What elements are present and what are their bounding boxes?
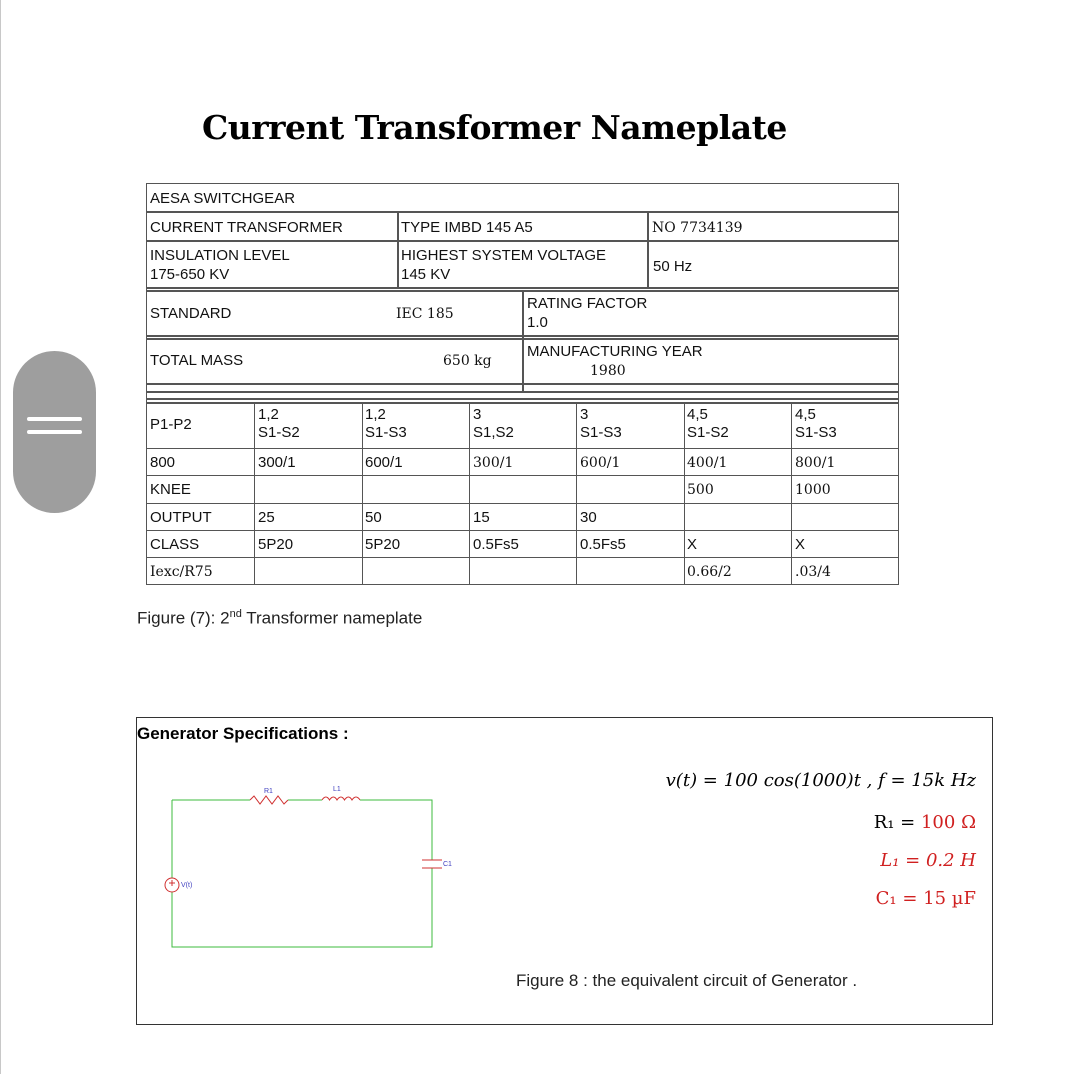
year-value: 1980 [590,363,626,379]
table-cell: 3 S1,S2 [473,406,514,441]
nameplate-table [146,183,899,585]
resistance-spec: R₁ = 100 Ω [873,812,976,833]
table-line [397,211,399,287]
table-cell: 1,2 S1-S3 [365,406,407,441]
table-cell: .03/4 [795,564,831,580]
row-label: Iexc/R75 [150,564,213,580]
page-edge [0,0,1,1074]
table-line [147,448,898,449]
table-cell: 0.5Fs5 [473,536,519,553]
table-cell: 0.5Fs5 [580,536,626,553]
resistor-r1 [250,796,288,804]
circuit-diagram [150,780,450,955]
table-cell: 3 S1-S3 [580,406,622,441]
mass-label: TOTAL MASS [150,352,244,369]
table-line [254,402,255,585]
standard-label: STANDARD [150,305,232,322]
table-cell: 1,2 S1-S2 [258,406,300,441]
manufacturer: AESA SWITCHGEAR [150,190,296,207]
table-cell: 1000 [795,482,831,498]
row-label: CLASS [150,536,200,553]
table-cell: X [795,536,806,553]
table-cell: 600/1 [365,454,403,471]
rating-label: RATING FACTOR [527,295,648,312]
table-line [147,211,898,213]
device-type: TYPE IMBD 145 A5 [401,219,533,236]
handle-grip-icon [27,430,82,434]
table-cell: 4,5 S1-S3 [795,406,837,441]
table-line [147,287,898,289]
table-line [147,503,898,504]
inductance-spec: L₁ = 0.2 H [880,850,976,871]
row-label: P1-P2 [150,416,192,433]
inductor-l1 [322,797,360,800]
circuit-wires [172,800,432,947]
capacitance-spec: C₁ = 15 µF [875,888,976,909]
mass-value: 650 kg [443,353,492,369]
device-name: CURRENT TRANSFORMER [150,219,343,236]
capacitor-c1 [422,860,442,868]
serial-number: NO 7734139 [652,220,743,236]
table-line [147,557,898,558]
table-cell: 300/1 [258,454,296,471]
table-line [684,402,685,585]
table-cell: 600/1 [580,455,621,471]
scroll-handle[interactable] [13,351,96,513]
table-cell: 30 [580,509,597,526]
figure-7-caption: Figure (7): 2nd Transformer nameplate [137,608,423,628]
generator-title: Generator Specifications : [137,724,349,743]
figure-8-caption: Figure 8 : the equivalent circuit of Generator . [516,971,858,990]
voltage-equation: v(t) = 100 cos(1000)t , f = 15k Hz [665,770,976,791]
table-line [147,240,898,242]
frequency: 50 Hz [653,258,693,275]
table-cell: 300/1 [473,455,514,471]
table-line [147,391,898,393]
l1-label: L1 [333,786,341,793]
table-line [576,402,577,585]
r1-label: R1 [264,788,273,795]
table-cell: 800/1 [795,455,836,471]
standard-value: IEC 185 [396,306,454,322]
table-cell: 50 [365,509,382,526]
table-line [147,398,898,400]
rating-value: 1.0 [527,314,548,331]
table-cell: X [687,536,698,553]
voltage-source [165,878,179,892]
page-title: Current Transformer Nameplate [202,108,787,147]
table-line [791,402,792,585]
year-label: MANUFACTURING YEAR [527,343,703,360]
table-line [469,402,470,585]
row-label: OUTPUT [150,509,212,526]
table-cell: 500 [687,482,714,498]
table-line [522,290,524,391]
hsv-label: HIGHEST SYSTEM VOLTAGE [401,247,607,264]
table-line [147,402,898,404]
handle-grip-icon [27,417,82,421]
table-cell: 4,5 S1-S2 [687,406,729,441]
table-cell: 5P20 [258,536,294,553]
c1-label: C1 [443,861,452,868]
table-line [147,530,898,531]
table-line [147,475,898,476]
row-label: KNEE [150,481,191,498]
box-gap [137,758,140,972]
insulation-value: 175-650 KV [150,266,230,283]
insulation-label: INSULATION LEVEL [150,247,290,264]
source-label: V(t) [181,882,193,889]
table-cell: 0.66/2 [687,564,732,580]
table-cell: 5P20 [365,536,401,553]
hsv-value: 145 KV [401,266,451,283]
table-line [362,402,363,585]
table-cell: 400/1 [687,455,728,471]
table-cell: 25 [258,509,275,526]
table-line [647,211,649,287]
row-label: 800 [150,454,176,471]
table-cell: 15 [473,509,490,526]
